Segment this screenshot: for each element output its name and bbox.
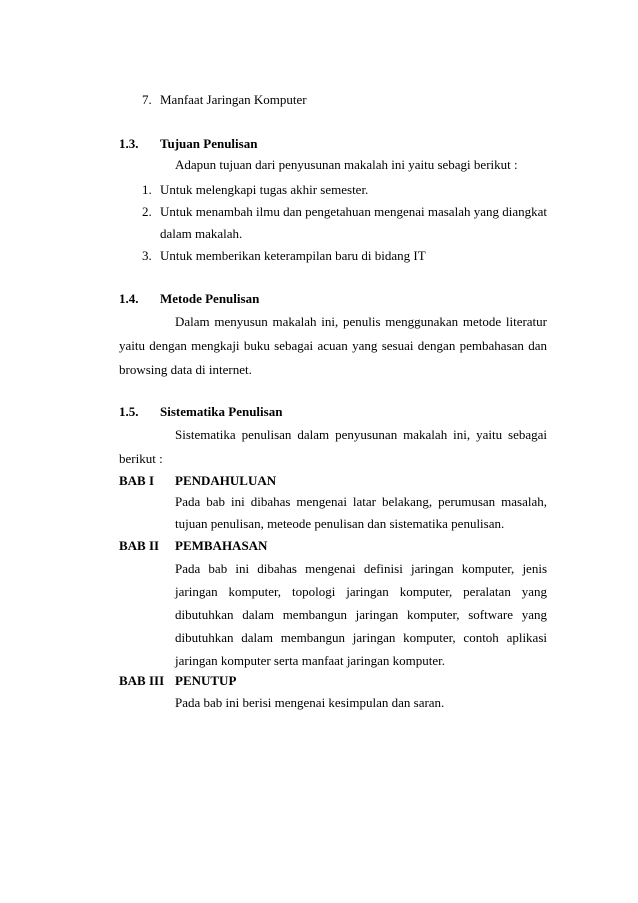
paragraph-line: Sistematika penulisan dalam penyusunan makalah ini, yaitu sebagai [175,427,547,442]
section-number: 1.3. [119,136,139,151]
section-title: Metode Penulisan [160,291,260,306]
paragraph-line: yaitu dengan mengkaji buku sebagai acuan yang sesuai dengan pembahasan dan [119,338,547,353]
paragraph-line: browsing data di internet. [119,362,252,377]
bab-line: dibutuhkan dalam membangun jaringan komputer, contoh aplikasi [175,630,547,645]
bab-title: PEMBAHASAN [175,538,268,553]
paragraph-line: berikut : [119,451,163,466]
bab-line: Pada bab ini dibahas mengenai definisi jaringan komputer, jenis [175,561,547,576]
list-number: 1. [142,182,152,197]
bab-label: BAB II [119,538,160,553]
list-number: 2. [142,204,152,219]
list-number: 7. [142,92,152,107]
list-item-text-cont: dalam makalah. [160,226,243,241]
paragraph-line: Dalam menyusun makalah ini, penulis menggunakan metode literatur [175,314,547,329]
bab-line: Pada bab ini dibahas mengenai latar belakang, perumusan masalah, [175,494,547,509]
list-item-text: Untuk memberikan keterampilan baru di bidang IT [160,248,426,263]
section-title: Tujuan Penulisan [160,136,258,151]
bab-title: PENDAHULUAN [175,473,277,488]
bab-line: jaringan komputer serta manfaat jaringan komputer. [175,653,446,668]
list-item-text: Manfaat Jaringan Komputer [160,92,307,107]
bab-line: dibutuhkan dalam membangun jaringan komputer, software yang [175,607,547,622]
bab-line: Pada bab ini berisi mengenai kesimpulan dan saran. [175,695,445,710]
list-item-text: Untuk menambah ilmu dan pengetahuan mengenai masalah yang diangkat [160,204,547,219]
bab-label: BAB I [119,473,155,488]
list-item-text: Untuk melengkapi tugas akhir semester. [160,182,369,197]
section-intro: Adapun tujuan dari penyusunan makalah ini yaitu sebagi berikut : [175,157,518,172]
section-title: Sistematika Penulisan [160,404,283,419]
bab-line: tujuan penulisan, meteode penulisan dan sistematika penulisan. [175,516,505,531]
bab-label: BAB III [119,673,165,688]
section-number: 1.4. [119,291,139,306]
bab-line: jaringan komputer, topologi jaringan komputer, peralatan yang [175,584,547,599]
list-number: 3. [142,248,152,263]
section-number: 1.5. [119,404,139,419]
bab-title: PENUTUP [175,673,237,688]
